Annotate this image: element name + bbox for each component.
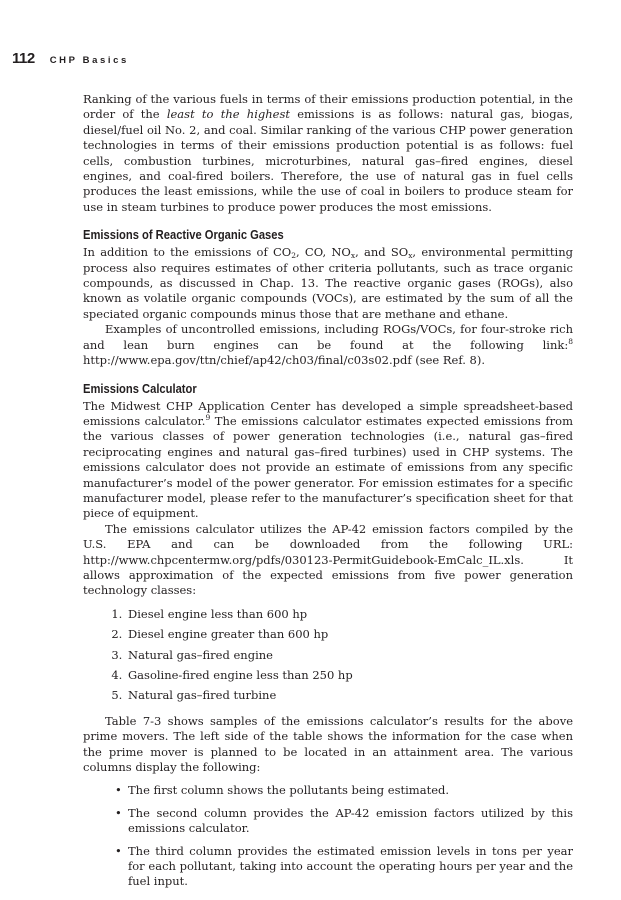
- calc-paragraph-1: The Midwest CHP Application Center has developed a simple spreadsheet-based emissions calculator.$^9$ The emissions calculator estimates expected emissions from the various classes of power generation technologies (i.e., natural gas–fired reciprocating engines and natural gas–fired turbines) used in CHP systems. The emissions calculator does not provide an estimate of emissions from any specific manufacturer’s model of the power generator. For emission estimates for a specific manufacturer model, please refer to the manufacturer’s specification sheet for that piece of equipment.: [83, 398, 573, 521]
- page-body: [83, 92, 573, 897]
- calc-paragraph-2: The emissions calculator utilizes the AP-42 emission factors compiled by the U.S. EPA and can be downloaded from the following URL: http://www.chpcentermw.org/pdfs/030123-PermitGuidebook-EmCalc_IL.xls. It allows approximation of the expected emissions from five power generation technology classes:: [83, 521, 573, 598]
- footnote-ref: 9: [205, 412, 211, 422]
- running-title: CHP Basics: [49, 55, 129, 66]
- bullet-icon: •: [115, 783, 122, 798]
- list-item: 1. Diesel engine less than 600 hp: [126, 607, 573, 622]
- list-item: 5. Natural gas–fired turbine: [126, 688, 573, 703]
- bullet-item: • The third column provides the estimated emission levels in tons per year for each pollutant, taking into account the operating hours per year and the fuel input.: [115, 843, 573, 889]
- emphasis-text: least to the highest: [166, 107, 290, 122]
- page-number: 112: [12, 50, 35, 67]
- rog-paragraph-1: In addition to the emissions of $CO_2$, CO, $NO_x$, and $SO_x$, environmental permitting process also requires estimates of other criteria pollutants, such as trace organic compounds, as discussed in Chap. 13. The reactive organic gases (ROGs), also known as volatile organic compounds (VOCs), are estimated by the sum of all the speciated organic compounds minus those that are methane and ethane.: [83, 245, 573, 321]
- list-item: 3. Natural gas–fired engine: [126, 648, 573, 663]
- calc-paragraph-3: Table 7-3 shows samples of the emissions calculator’s results for the above prime movers. The left side of the table shows the information for the case when the prime mover is planned to be located in an attainment area. The various columns display the following:: [83, 713, 573, 775]
- list-item: 4. Gasoline-fired engine less than 250 hp: [126, 668, 573, 683]
- list-item: 2. Diesel engine greater than 600 hp: [126, 627, 573, 642]
- bullet-icon: •: [115, 805, 122, 820]
- intro-paragraph: Ranking of the various fuels in terms of their emissions production potential, in the order of the least to the highest emissions is as follows: natural gas, biogas, diesel/fuel oil No. 2, and coal. Similar ranking of the various CHP power generation technologies in terms of their emissions production potential is as follows: fuel cells, combustion turbines, microturbines, natural gas–fired engines, diesel engines, and coal-fired boilers. Therefore, the use of natural gas in fuel cells produces the least emissions, while the use of coal in boilers to produce steam for use in steam turbines to produce power produces the most emissions.: [83, 92, 573, 214]
- section-heading-rog: Emissions of Reactive Organic Gases: [83, 227, 284, 243]
- bullet-item: • The second column provides the AP-42 emission factors utilized by this emissions calculator.: [115, 805, 573, 836]
- bullet-icon: •: [115, 843, 122, 858]
- column-description-list: [83, 783, 573, 889]
- section-heading-calculator: Emissions Calculator: [83, 380, 197, 396]
- footnote-ref: 8: [568, 336, 573, 346]
- rog-paragraph-2: Examples of uncontrolled emissions, including ROGs/VOCs, for four-stroke rich and lean burn engines can be found at the following link:$^8$ http://www.epa.gov/ttn/chief/ap42/ch03/final/c03s02.pdf (see Ref. 8).: [83, 322, 573, 368]
- bullet-item: • The first column shows the pollutants being estimated.: [115, 783, 450, 798]
- running-head: [12, 50, 129, 67]
- technology-class-list: [83, 607, 573, 704]
